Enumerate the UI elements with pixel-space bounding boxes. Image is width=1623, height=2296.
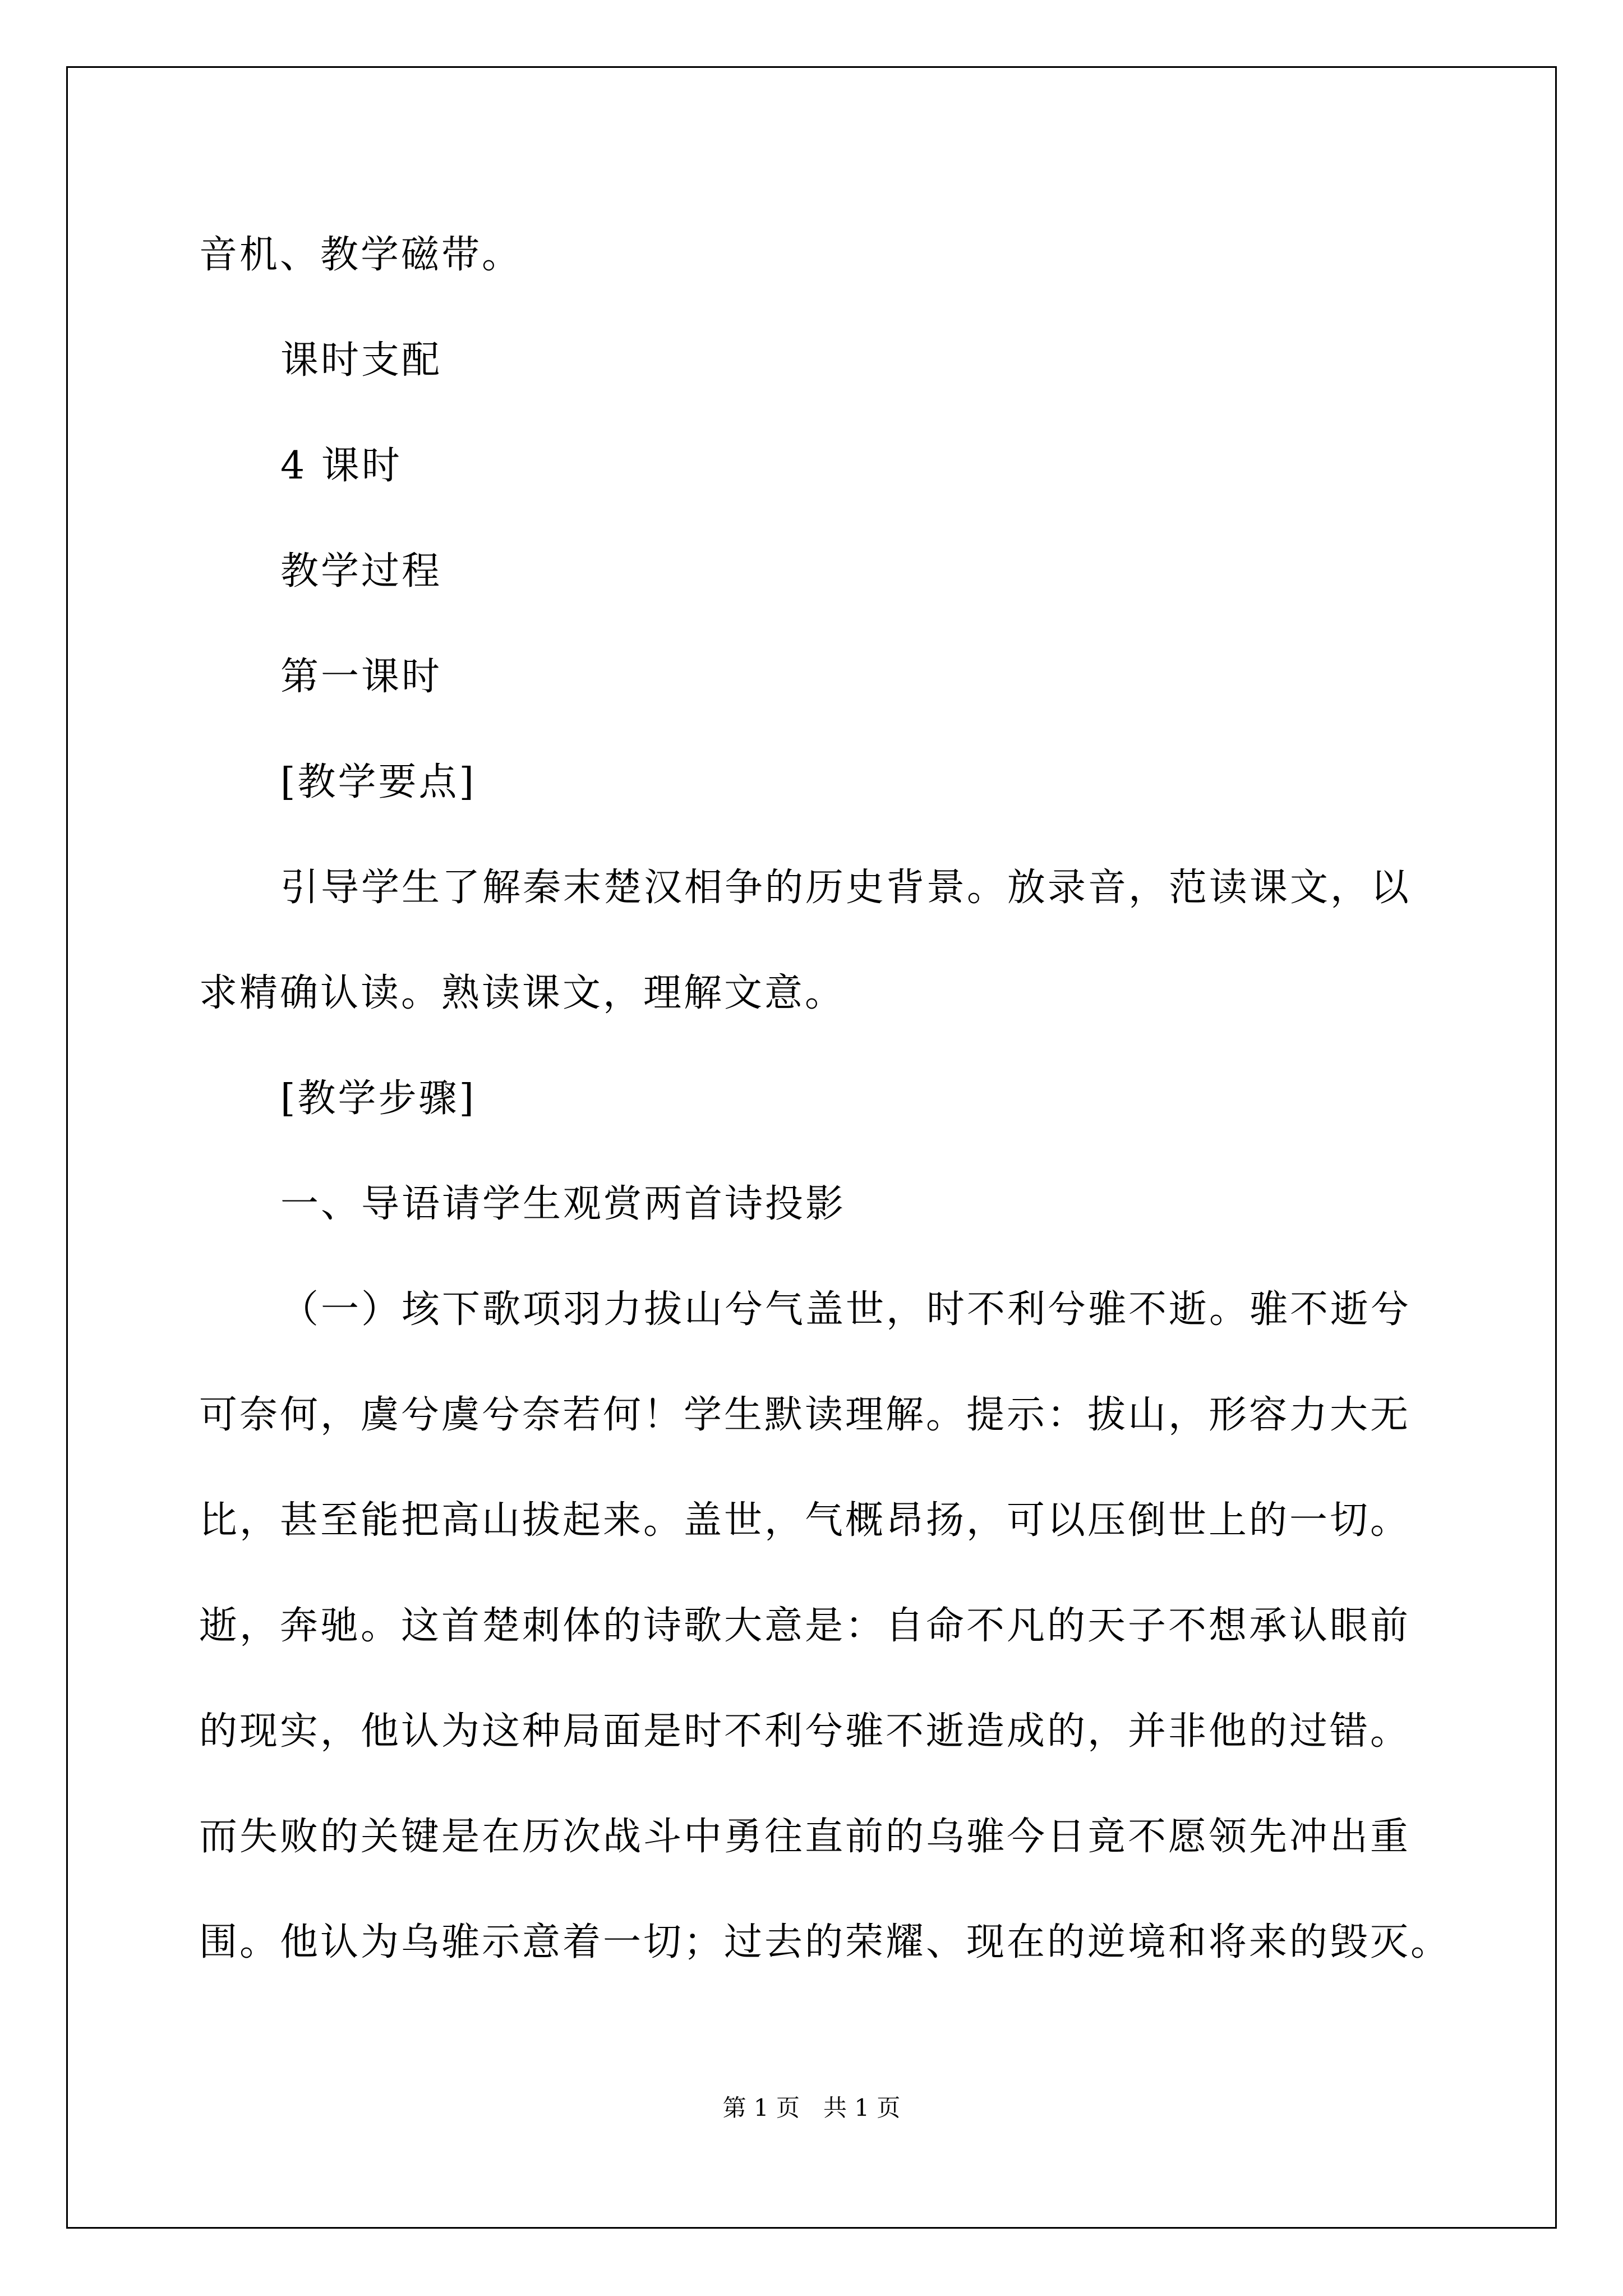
text-line: 第一课时	[280, 655, 442, 699]
page-border	[66, 66, 1557, 2229]
text-line: 求精确认读。熟读课文，理解文意。	[199, 971, 846, 1015]
text-line: 课时支配	[280, 338, 442, 383]
text-line: 的现实，他认为这种局面是时不利兮骓不逝造成的，并非他的过错。	[199, 1709, 1411, 1754]
text-line: 围。他认为乌骓示意着一切；过去的荣耀、现在的逆境和将来的毁灭。	[199, 1920, 1451, 1964]
text-line: [教学要点]	[280, 760, 477, 804]
text-line: [教学步骤]	[280, 1076, 477, 1121]
text-line: （一）垓下歌项羽力拔山兮气盖世，时不利兮骓不逝。骓不逝兮	[280, 1287, 1412, 1332]
page-footer: 第 1 页 共 1 页	[722, 2094, 901, 2122]
text-line: 教学过程	[280, 549, 442, 593]
text-line: 4 课时	[280, 444, 402, 488]
text-line: 引导学生了解秦末楚汉相争的历史背景。放录音，范读课文，以	[280, 866, 1412, 910]
text-line: 而失败的关键是在历次战斗中勇往直前的乌骓今日竟不愿领先冲出重	[199, 1815, 1411, 1859]
text-line: 音机、教学磁带。	[199, 233, 523, 277]
text-line: 一、导语请学生观赏两首诗投影	[280, 1182, 846, 1226]
text-line: 比，甚至能把高山拔起来。盖世，气概昂扬，可以压倒世上的一切。	[199, 1498, 1411, 1543]
text-line: 逝，奔驰。这首楚刺体的诗歌大意是：自命不凡的天子不想承认眼前	[199, 1604, 1411, 1648]
text-line: 可奈何，虞兮虞兮奈若何！学生默读理解。提示：拔山，形容力大无	[199, 1393, 1411, 1437]
